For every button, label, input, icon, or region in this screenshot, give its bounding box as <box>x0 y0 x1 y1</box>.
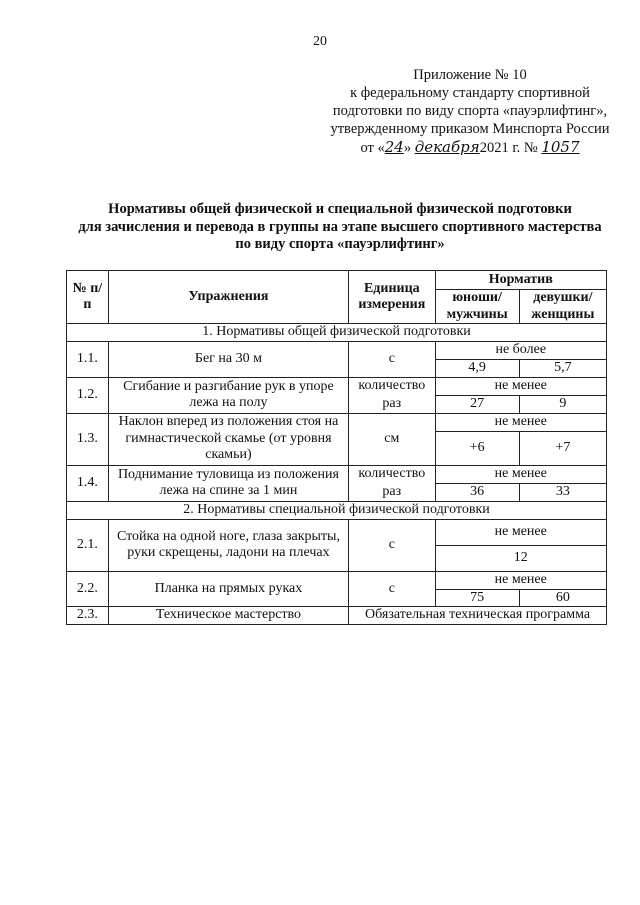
row-qualifier: не менее <box>435 519 607 545</box>
norms-table <box>66 270 607 625</box>
header-boys: юноши/ мужчины <box>435 290 519 324</box>
handwritten-order-number: 1057 <box>541 138 580 156</box>
appendix-header <box>300 66 640 157</box>
appendix-line-4: утвержденному приказом Минспорта России <box>330 121 610 137</box>
date-prefix: от « <box>360 140 385 156</box>
header-girls: девушки/ женщины <box>519 290 606 324</box>
appendix-date-line <box>300 138 640 157</box>
handwritten-month: декабря <box>414 138 480 156</box>
row-num: 1.3. <box>67 413 109 465</box>
row-value-boys: 27 <box>435 395 519 413</box>
header-norm: Норматив <box>435 271 607 290</box>
title-line-3: по виду спорта «пауэрлифтинг» <box>235 236 445 252</box>
row-unit-bottom: раз <box>349 483 435 501</box>
row-exercise: Сгибание и разгибание рук в упоре лежа на полу <box>108 377 348 413</box>
row-num: 1.4. <box>67 465 109 501</box>
row-value-boys: +6 <box>435 431 519 465</box>
appendix-title: Приложение № 10 <box>413 67 527 83</box>
title-line-2: для зачисления и перевода в группы на этапе высшего спортивного мастерства <box>78 218 602 235</box>
row-exercise: Наклон вперед из положения стоя на гимнастической скамье (от уровня скамьи) <box>108 413 348 465</box>
appendix-line-2: к федеральному стандарту спортивной <box>350 85 590 101</box>
document-title <box>40 201 640 254</box>
row-num: 1.2. <box>67 377 109 413</box>
row-exercise: Стойка на одной ноге, глаза закрыты, руки скрещены, ладони на плечах <box>108 519 348 571</box>
row-unit: см <box>349 413 435 465</box>
row-value-boys: 4,9 <box>435 360 519 378</box>
row-exercise: Бег на 30 м <box>108 342 348 378</box>
row-unit-top: количество <box>349 465 435 483</box>
row-unit-top: количество <box>349 377 435 395</box>
appendix-line-3: подготовки по виду спорта «пауэрлифтинг», <box>332 103 608 119</box>
page-number: 20 <box>313 34 327 49</box>
row-num: 1.1. <box>67 342 109 378</box>
section-2-title: 2. Нормативы специальной физической подготовки <box>67 501 607 519</box>
row-qualifier: не менее <box>435 465 607 483</box>
row-value-girls: +7 <box>519 431 606 465</box>
row-unit: с <box>349 519 435 571</box>
row-num: 2.1. <box>67 519 109 571</box>
row-program: Обязательная техническая программа <box>349 607 607 625</box>
header-num: № п/п <box>67 271 109 324</box>
row-qualifier: не менее <box>435 571 607 589</box>
row-unit: с <box>349 571 435 607</box>
header-exercise: Упражнения <box>108 271 348 324</box>
row-qualifier: не менее <box>435 413 607 431</box>
section-1-title: 1. Нормативы общей физической подготовки <box>67 324 607 342</box>
row-value-girls: 33 <box>519 483 606 501</box>
row-value-boys: 75 <box>435 589 519 607</box>
row-exercise: Планка на прямых руках <box>108 571 348 607</box>
row-unit-bottom: раз <box>349 395 435 413</box>
row-exercise: Техническое мастерство <box>108 607 348 625</box>
row-value-girls: 5,7 <box>519 360 606 378</box>
row-num: 2.2. <box>67 571 109 607</box>
row-value-both: 12 <box>435 545 607 571</box>
row-unit: с <box>349 342 435 378</box>
header-unit: Единица измерения <box>349 271 435 324</box>
row-qualifier: не более <box>435 342 607 360</box>
date-mid: » <box>403 140 415 156</box>
row-value-boys: 36 <box>435 483 519 501</box>
row-exercise: Поднимание туловища из положения лежа на спине за 1 мин <box>108 465 348 501</box>
title-line-1: Нормативы общей физической и специальной физической подготовки <box>108 201 572 217</box>
row-num: 2.3. <box>67 607 109 625</box>
handwritten-day: 24 <box>384 138 404 156</box>
date-year: 2021 г. № <box>479 140 542 156</box>
row-value-girls: 9 <box>519 395 606 413</box>
row-qualifier: не менее <box>435 377 607 395</box>
row-value-girls: 60 <box>519 589 606 607</box>
